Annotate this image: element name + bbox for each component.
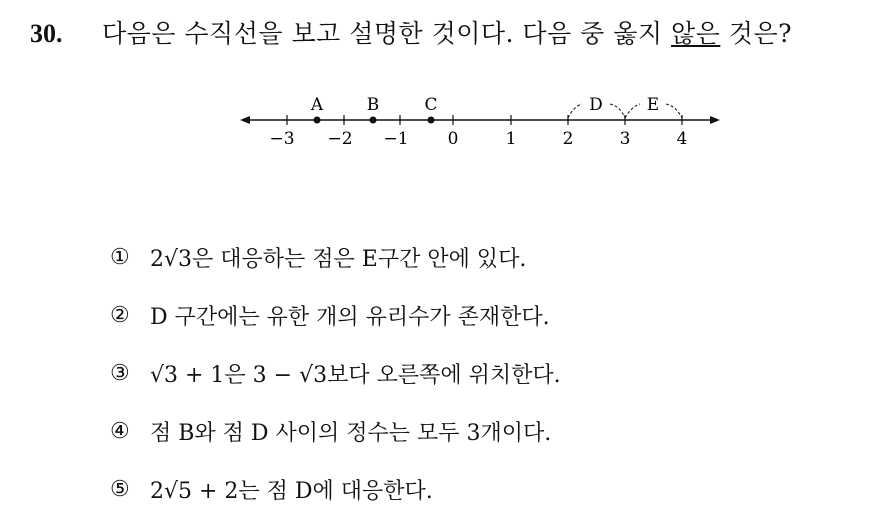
tick-label: −3 xyxy=(269,129,295,149)
choice-marker: ⑤ xyxy=(110,476,130,502)
question-text-underlined: 않은 xyxy=(671,19,721,48)
question-number: 30. xyxy=(30,19,63,48)
choice-4[interactable] xyxy=(110,402,810,460)
axis-arrow-right xyxy=(710,116,720,124)
interval-label-d: D xyxy=(589,95,603,115)
interval-label-e: E xyxy=(646,95,660,115)
choice-marker: ④ xyxy=(110,418,130,444)
point-c xyxy=(428,117,435,124)
point-label-a: A xyxy=(310,95,324,115)
tick-label: 4 xyxy=(676,129,688,149)
choice-1[interactable] xyxy=(110,228,810,286)
interval-d-arc xyxy=(610,104,625,118)
point-label-b: B xyxy=(366,95,380,115)
choice-marker: ② xyxy=(110,302,130,328)
tick-label: 2 xyxy=(562,129,574,149)
choice-list xyxy=(110,228,810,518)
point-label-c: C xyxy=(424,95,438,115)
tick-label: 0 xyxy=(447,129,459,149)
number-line xyxy=(230,88,730,158)
question-text-after: 것은? xyxy=(720,19,792,48)
point-a xyxy=(314,117,321,124)
choice-3[interactable] xyxy=(110,344,810,402)
tick-label: 1 xyxy=(505,129,517,149)
tick-label: −1 xyxy=(383,129,409,149)
interval-e-arc xyxy=(625,104,640,118)
interval-d-arc xyxy=(568,104,582,118)
axis-arrow-left xyxy=(240,116,250,124)
question-header xyxy=(30,14,870,54)
point-b xyxy=(370,117,377,124)
question-text xyxy=(102,14,792,50)
choice-text: √3 + 1은 3 − √3보다 오른쪽에 위치한다. xyxy=(150,362,561,388)
choice-text: D 구간에는 유한 개의 유리수가 존재한다. xyxy=(150,304,550,330)
choice-text: 점 B와 점 D 사이의 정수는 모두 3개이다. xyxy=(150,420,552,446)
tick-label: 3 xyxy=(619,129,631,149)
interval-e-arc xyxy=(666,104,682,118)
choice-marker: ① xyxy=(110,244,130,270)
choice-text: 2√3은 대응하는 점은 E구간 안에 있다. xyxy=(150,246,527,272)
choice-text: 2√5 + 2는 점 D에 대응한다. xyxy=(150,478,433,504)
choice-marker: ③ xyxy=(110,360,130,386)
choice-2[interactable] xyxy=(110,286,810,344)
question-text-before: 다음은 수직선을 보고 설명한 것이다. 다음 중 옳지 xyxy=(102,19,672,48)
choice-5[interactable] xyxy=(110,460,810,518)
tick-label: −2 xyxy=(327,129,353,149)
